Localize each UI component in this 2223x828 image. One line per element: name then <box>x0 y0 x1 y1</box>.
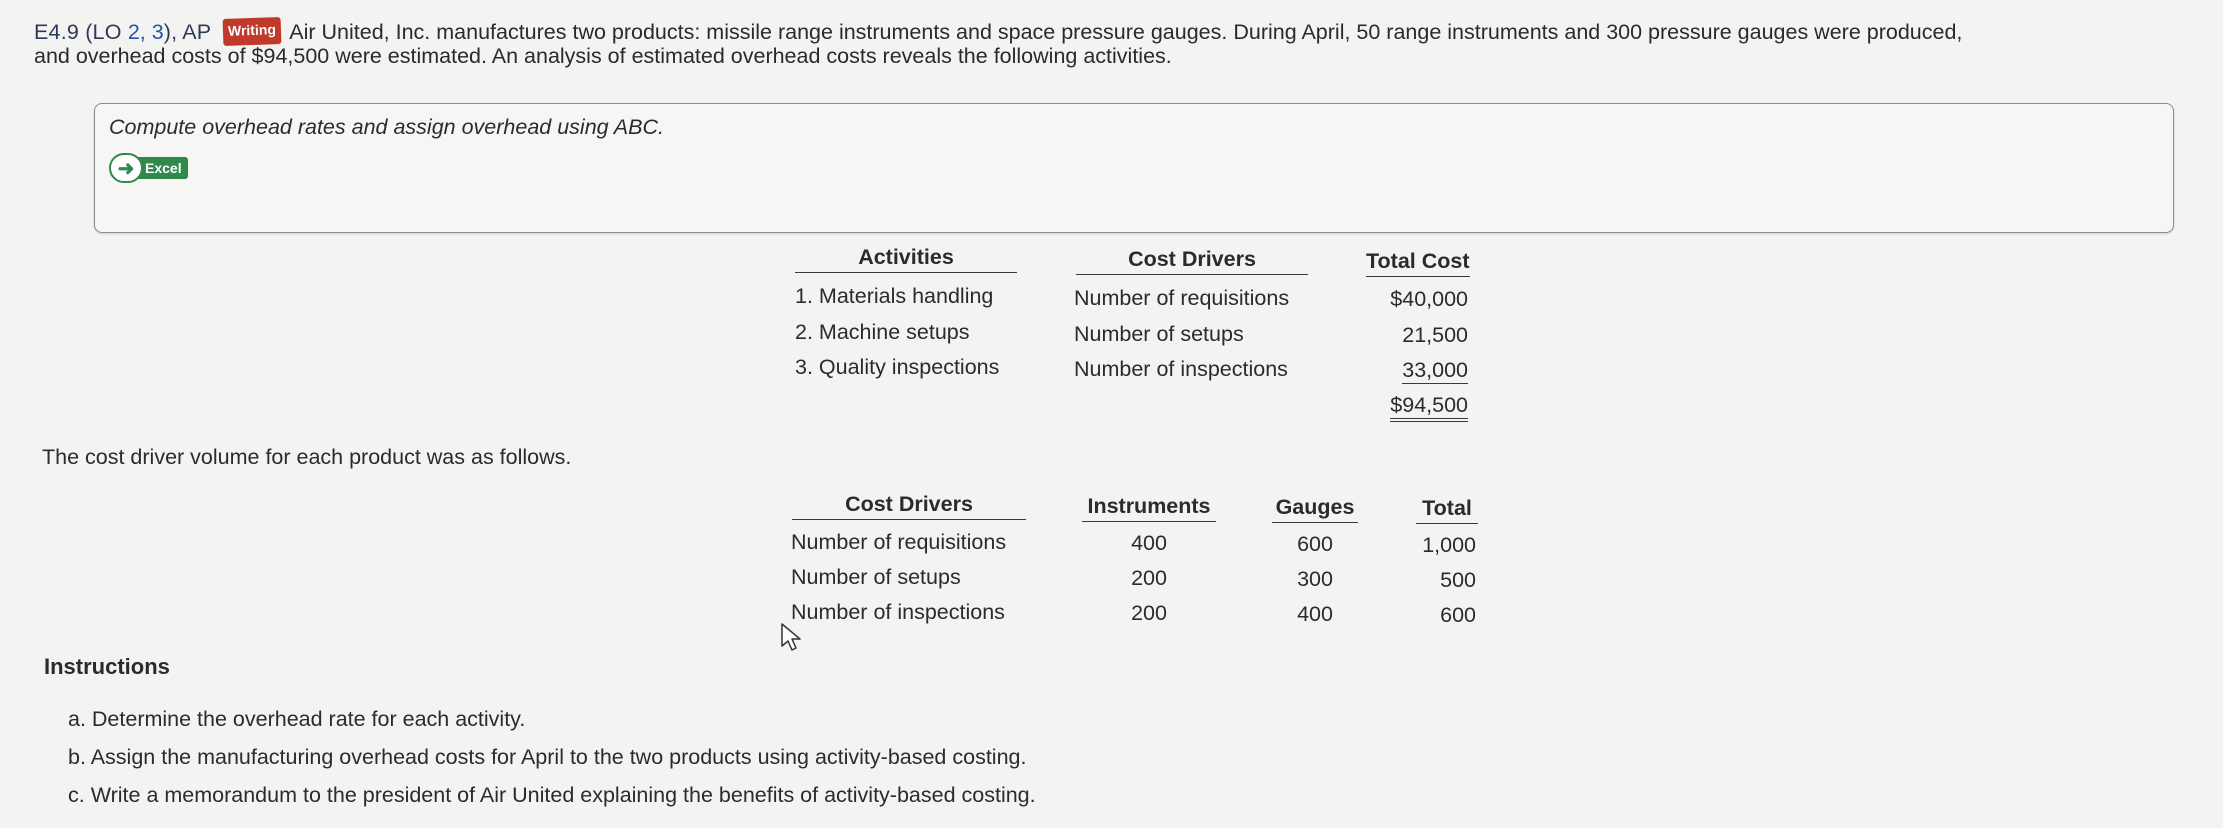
driver-3: Number of inspections <box>1074 357 1288 381</box>
vol-cost-drivers-header: Cost Drivers <box>792 492 1026 520</box>
excel-label: Excel <box>131 157 188 179</box>
total-cost-value: $94,500 <box>1390 393 1468 422</box>
vol-driver-2: Number of setups <box>791 565 961 589</box>
gauges-2: 300 <box>1297 567 1333 591</box>
instruments-3: 200 <box>1131 601 1167 625</box>
activity-1: 1. Materials handling <box>795 284 994 308</box>
learning-objective-links[interactable]: 2, 3 <box>127 20 164 44</box>
task-box <box>94 103 2174 233</box>
instruction-c: c. Write a memorandum to the president of Air United explaining the benefits of activity-based costing. <box>68 783 1036 807</box>
total-cost <box>1360 393 1468 418</box>
cost-3 <box>1370 358 1468 383</box>
total-1: 1,000 <box>1422 533 1476 557</box>
instruction-b: b. Assign the manufacturing overhead costs for April to the two products using activity-based costing. <box>68 745 1027 769</box>
gauges-1: 600 <box>1297 532 1333 556</box>
gauges-header: Gauges <box>1272 495 1358 523</box>
activity-3: 3. Quality inspections <box>795 355 1000 379</box>
instruments-1: 400 <box>1131 531 1167 555</box>
instruments-2: 200 <box>1131 566 1167 590</box>
arrow-right-icon: ➜ <box>109 153 143 183</box>
volume-intro-text: The cost driver volume for each product was as follows. <box>42 445 572 469</box>
activities-header: Activities <box>795 245 1017 273</box>
cost-3-value: 33,000 <box>1402 358 1468 382</box>
cost-1: $40,000 <box>1390 287 1468 311</box>
vol-driver-3: Number of inspections <box>791 600 1005 624</box>
problem-code: E4.9 (LO <box>34 20 128 44</box>
cost-drivers-header: Cost Drivers <box>1076 247 1308 275</box>
instructions-title: Instructions <box>44 654 170 679</box>
problem-text-line-1: Air United, Inc. manufactures two products: missile range instruments and space pressure gauges. During April, 50 range instruments and 300 pressure gauges were produced, <box>289 20 1963 44</box>
gauges-3: 400 <box>1297 602 1333 626</box>
activity-2: 2. Machine setups <box>795 320 970 344</box>
problem-type: ), AP <box>163 20 212 44</box>
total-cost-header: Total Cost <box>1366 249 1470 277</box>
excel-button[interactable] <box>109 154 188 182</box>
vol-driver-1: Number of requisitions <box>791 530 1007 554</box>
problem-line-1 <box>34 18 1962 45</box>
driver-2: Number of setups <box>1074 322 1244 346</box>
mouse-cursor-icon <box>780 622 806 654</box>
driver-1: Number of requisitions <box>1074 286 1290 310</box>
instruction-a: a. Determine the overhead rate for each activity. <box>68 707 526 731</box>
instruments-header: Instruments <box>1082 494 1216 522</box>
problem-statement <box>34 18 1962 68</box>
total-3: 600 <box>1440 603 1476 627</box>
writing-badge: Writing <box>223 17 282 46</box>
problem-text-line-2: and overhead costs of $94,500 were estimated. An analysis of estimated overhead costs reveals the following activities. <box>34 44 1172 68</box>
total-header: Total <box>1416 496 1478 524</box>
cost-2: 21,500 <box>1402 323 1468 347</box>
total-2: 500 <box>1440 568 1476 592</box>
task-prompt: Compute overhead rates and assign overhead using ABC. <box>109 115 664 139</box>
